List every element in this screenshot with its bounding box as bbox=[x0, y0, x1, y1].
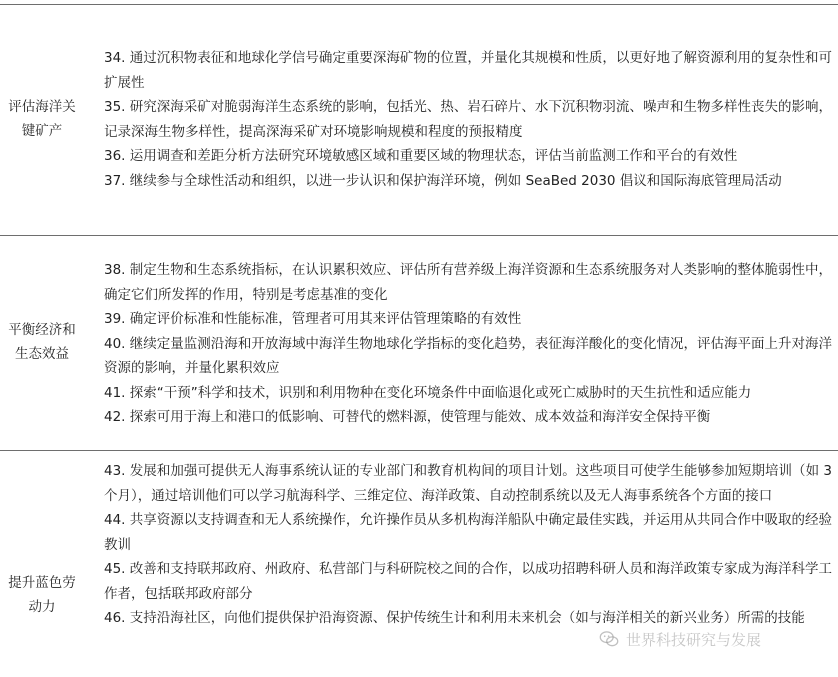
item-text: 继续定量监测沿海和开放海域中海洋生物地球化学指标的变化趋势，表征海洋酸化的变化情况，评估海平面上升对海洋资源的影响，并量化累积效应 bbox=[104, 335, 832, 376]
list-item bbox=[104, 381, 832, 406]
section-divider bbox=[0, 235, 838, 236]
list-item bbox=[104, 95, 832, 144]
list-item bbox=[104, 144, 832, 169]
category-line: 提升蓝色劳 bbox=[8, 575, 76, 591]
category-line: 平衡经济和 bbox=[8, 322, 76, 338]
item-list bbox=[104, 459, 832, 631]
item-text: 发展和加强可提供无人海事系统认证的专业部门和教育机构间的项目计划。这些项目可使学生能够参加短期培训（如 3 个月），通过培训他们可以学习航海科学、三维定位、海洋政策、自动控制系统以及无人海事系统各个方面的接口 bbox=[104, 463, 832, 504]
list-item bbox=[104, 169, 832, 194]
watermark-text: 世界科技研究与发展 bbox=[626, 630, 762, 649]
item-number: 38. bbox=[104, 262, 126, 278]
item-number: 37. bbox=[104, 172, 126, 189]
table-top-rule bbox=[0, 4, 838, 5]
category-cell bbox=[0, 95, 84, 143]
category-cell bbox=[0, 571, 84, 619]
item-text: 探索“干预”科学和技术，识别和利用物种在变化环境条件中面临退化或死亡威胁时的天生抗性和适应能力 bbox=[129, 384, 752, 401]
item-number: 35. bbox=[104, 99, 126, 115]
list-item bbox=[104, 307, 832, 332]
item-text: 共享资源以支持调查和无人系统操作，允许操作员从多机构海洋船队中确定最佳实践，并运用从共同合作中吸取的经验教训 bbox=[104, 512, 832, 553]
item-text: 继续参与全球性活动和组织，以进一步认识和保护海洋环境，例如 SeaBed 2030 倡议和国际海底管理局活动 bbox=[129, 172, 782, 189]
item-number: 39. bbox=[104, 311, 126, 327]
item-text: 制定生物和生态系统指标，在认识累积效应、评估所有营养级上海洋资源和生态系统服务对人类影响的整体脆弱性中，确定它们所发挥的作用，特别是考虑基准的变化 bbox=[104, 262, 832, 303]
watermark bbox=[598, 628, 761, 650]
category-line: 动力 bbox=[28, 599, 56, 615]
item-number: 43. bbox=[104, 463, 126, 479]
item-text: 探索可用于海上和港口的低影响、可替代的燃料源，使管理与能效、成本效益和海洋安全保持平衡 bbox=[129, 409, 711, 425]
item-number: 44. bbox=[104, 512, 126, 528]
list-item bbox=[104, 258, 832, 307]
list-item bbox=[104, 557, 832, 606]
list-item bbox=[104, 606, 832, 631]
category-line: 评估海洋关 bbox=[8, 99, 76, 115]
item-number: 41. bbox=[104, 384, 126, 401]
category-line: 生态效益 bbox=[15, 346, 69, 362]
item-number: 34. bbox=[104, 50, 126, 66]
category-cell bbox=[0, 318, 84, 366]
item-list bbox=[104, 46, 832, 193]
category-line: 键矿产 bbox=[21, 123, 63, 139]
item-text: 通过沉积物表征和地球化学信号确定重要深海矿物的位置，并量化其规模和性质，以更好地了解资源利用的复杂性和可扩展性 bbox=[104, 50, 832, 91]
list-item bbox=[104, 332, 832, 381]
item-text: 支持沿海社区，向他们提供保护沿海资源、保护传统生计和利用未来机会（如与海洋相关的新兴业务）所需的技能 bbox=[129, 610, 805, 626]
list-item bbox=[104, 46, 832, 95]
item-number: 45. bbox=[104, 561, 126, 577]
item-list bbox=[104, 258, 832, 430]
item-text: 运用调查和差距分析方法研究环境敏感区域和重要区域的物理状态，评估当前监测工作和平台的有效性 bbox=[129, 148, 738, 164]
item-text: 改善和支持联邦政府、州政府、私营部门与科研院校之间的合作，以成功招聘科研人员和海洋政策专家成为海洋科学工作者，包括联邦政府部分 bbox=[104, 561, 832, 602]
item-number: 46. bbox=[104, 610, 126, 626]
list-item bbox=[104, 459, 832, 508]
item-number: 40. bbox=[104, 335, 126, 352]
section-divider bbox=[0, 450, 838, 451]
list-item bbox=[104, 405, 832, 430]
list-item bbox=[104, 508, 832, 557]
wechat-icon bbox=[598, 628, 620, 650]
item-text: 研究深海采矿对脆弱海洋生态系统的影响，包括光、热、岩石碎片、水下沉积物羽流、噪声和生物多样性丧失的影响，记录深海生物多样性，提高深海采矿对环境影响规模和程度的预报精度 bbox=[104, 99, 832, 140]
item-number: 36. bbox=[104, 148, 126, 164]
item-text: 确定评价标准和性能标准，管理者可用其来评估管理策略的有效性 bbox=[129, 311, 522, 327]
item-number: 42. bbox=[104, 409, 126, 425]
